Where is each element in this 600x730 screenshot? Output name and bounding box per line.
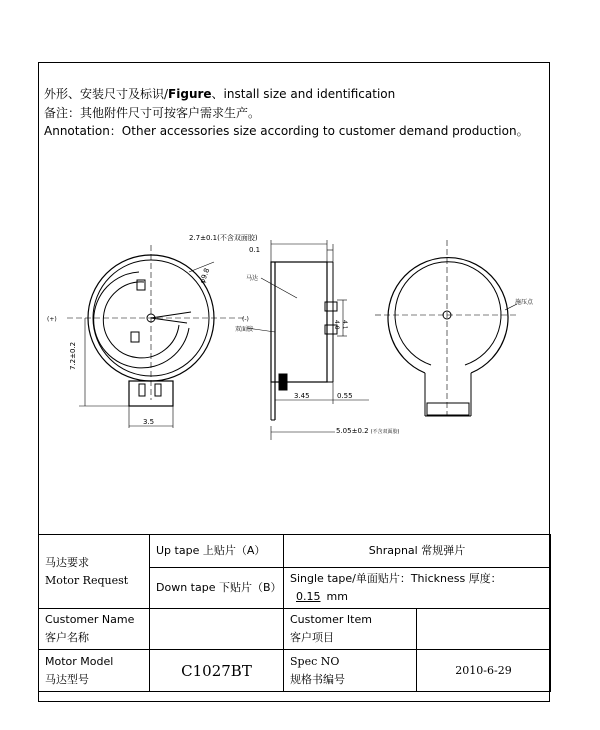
motor-request-en: Motor Request [45, 573, 129, 587]
header-figure-en: 、install size and identification [211, 87, 396, 101]
dim-total: 5.05±0.2 (不含双面胶) [336, 427, 400, 435]
motor-model-en: Motor Model [45, 654, 114, 668]
motor-model-value: C1027BT [150, 650, 284, 692]
header-note-zh: 备注：其他附件尺寸可按客户需求生产。 [44, 106, 261, 120]
front-view [67, 245, 244, 428]
customer-item-label-cell [284, 609, 417, 650]
motor-request-zh: 马达要求 [45, 555, 89, 569]
customer-name-value [150, 609, 284, 650]
thickness-unit: mm [326, 590, 348, 603]
dim-0-55: 0.55 [337, 392, 353, 400]
side-view [247, 240, 369, 440]
up-tape-cell: Up tape 上贴片（A） [150, 535, 284, 568]
dim-gap: 0.1 [249, 246, 261, 254]
spec-no-zh: 规格书编号 [290, 672, 345, 686]
label-press-point: 施压点 [515, 299, 534, 306]
dim-small-2: 4.1 [341, 320, 348, 330]
header-annotation-en: Annotation：Other accessories size according to customer demand production。 [44, 124, 529, 138]
spec-no-label-cell [284, 650, 417, 692]
spec-date: 2010-6-29 [417, 650, 551, 692]
motor-model-label-cell [39, 650, 150, 692]
single-tape-label: Single tape/单面贴片：Thickness 厚度： [290, 572, 502, 585]
customer-item-en: Customer Item [290, 613, 372, 626]
dim-thickness: 2.7±0.1(不含双面胶) [189, 234, 258, 242]
motor-model-zh: 马达型号 [45, 672, 89, 686]
svg-text:(+): (+) [47, 316, 57, 323]
dim-3-45: 3.45 [294, 392, 310, 400]
dim-small-1: 4.0 [333, 320, 340, 330]
dim-diameter: φ9.8 [198, 267, 212, 285]
customer-name-zh: 客户名称 [45, 631, 89, 644]
dim-height: 7.2±0.2 [69, 341, 77, 370]
spec-no-en: Spec NO [290, 654, 340, 668]
dim-width: 3.5 [143, 418, 155, 426]
label-tape: 双面胶 [235, 326, 254, 333]
label-motor: 马达 [246, 275, 259, 282]
svg-text:(-): (-) [242, 316, 249, 323]
customer-item-zh: 客户项目 [290, 631, 334, 644]
single-tape-cell [284, 568, 551, 609]
customer-name-en: Customer Name [45, 613, 135, 626]
motor-spec-table [38, 534, 551, 692]
thickness-value: 0.15 [296, 590, 321, 603]
header-line-figure [44, 85, 395, 102]
motor-technical-drawing [39, 200, 539, 445]
shrapnel-cell: Shrapnal 常规弹片 [284, 535, 551, 568]
down-tape-cell: Down tape 下贴片（B） [150, 568, 284, 609]
header-figure-bold: Figure [168, 87, 212, 101]
customer-item-value [417, 609, 551, 650]
customer-name-label-cell [39, 609, 150, 650]
back-view [375, 240, 519, 416]
motor-request-cell [39, 535, 150, 609]
header-figure-zh: 外形、安装尺寸及标识/ [44, 87, 169, 101]
